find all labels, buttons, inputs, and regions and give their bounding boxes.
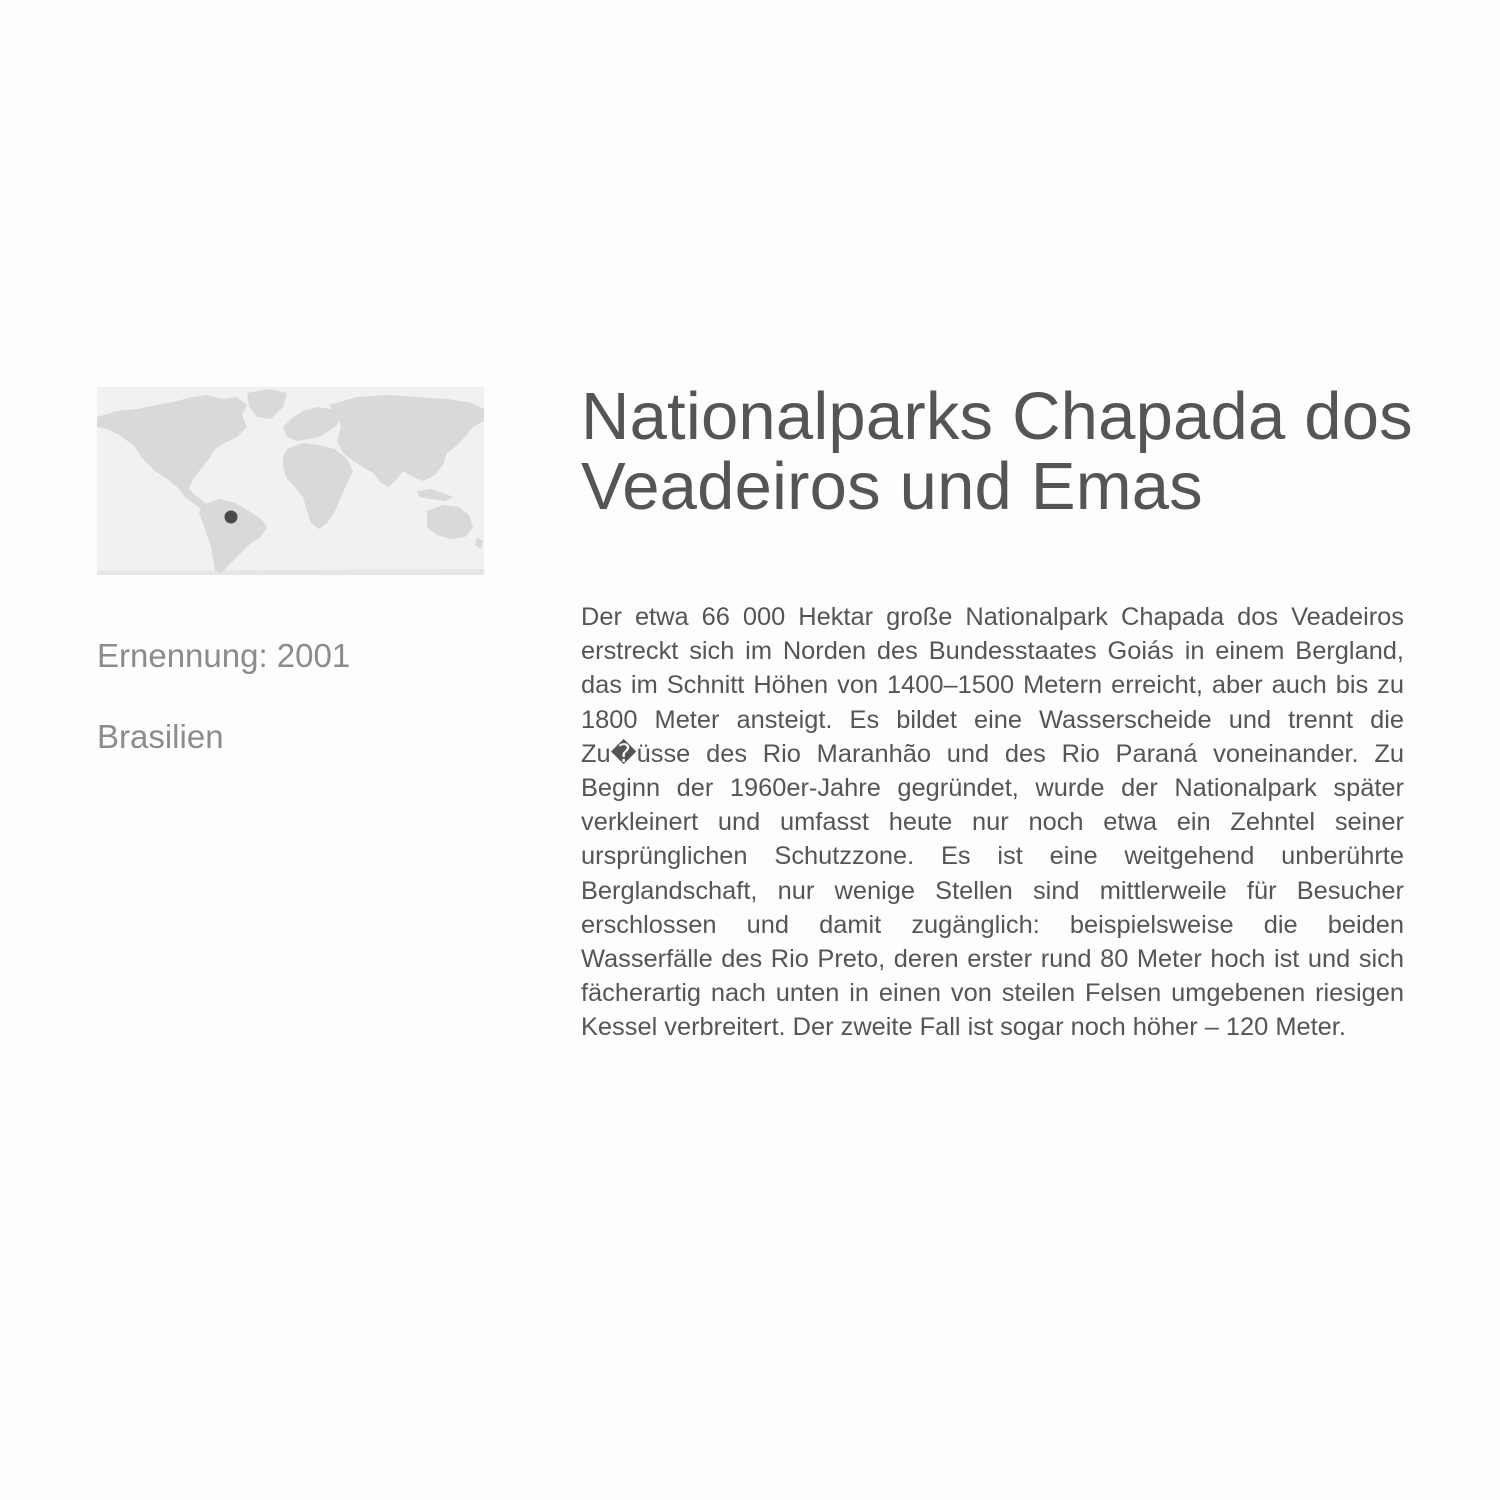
location-marker bbox=[225, 511, 238, 524]
designation-year: Ernennung: 2001 bbox=[97, 637, 351, 674]
world-map-graphic bbox=[97, 387, 484, 575]
europe-shape bbox=[283, 407, 341, 441]
world-map bbox=[97, 387, 484, 575]
new-zealand-shape bbox=[475, 537, 483, 549]
page-title: Nationalparks Chapada dos Veadeiros und Emas bbox=[581, 379, 1413, 524]
country-name: Brasilien bbox=[97, 718, 224, 755]
north-america-shape bbox=[97, 395, 247, 509]
asia-shape bbox=[329, 395, 484, 487]
indonesia-shape bbox=[417, 489, 453, 501]
south-america-shape bbox=[199, 499, 267, 573]
description-text: Der etwa 66 000 Hektar große Nationalpark Chapada dos Veadeiros erstreckt sich im Norden des Bundesstaates Goiás in einem Bergland, das im Schnitt Höhen von 1400–1500 Metern erreicht, aber auch bis zu 1800 Meter ansteigt. Es bildet eine Wasserscheide und trennt die Zu�üsse des Rio Maranhão und des Rio Paraná voneinander. Zu Beginn der 1960er-Jahre gegründet, wurde der Nationalpark später verkleinert und umfasst heute nur noch etwa ein Zehntel seiner ursprünglichen Schutzzone. Es ist eine weitgehend unberührte Berglandschaft, nur wenige Stellen sind mittlerweile für Besucher erschlossen und damit zugänglich: beispielsweise die beiden Wasserfälle des Rio Preto, deren erster rund 80 Meter hoch ist und sich fächerartig nach unten in einen von steilen Felsen umgebenen riesigen Kessel verbreitert. Der zweite Fall ist sogar noch höher – 120 Meter. bbox=[581, 603, 1404, 1042]
greenland-shape bbox=[247, 389, 287, 419]
antarctica-shape bbox=[97, 569, 484, 575]
australia-shape bbox=[427, 505, 473, 539]
africa-shape bbox=[283, 443, 353, 529]
metadata-panel bbox=[97, 636, 350, 798]
